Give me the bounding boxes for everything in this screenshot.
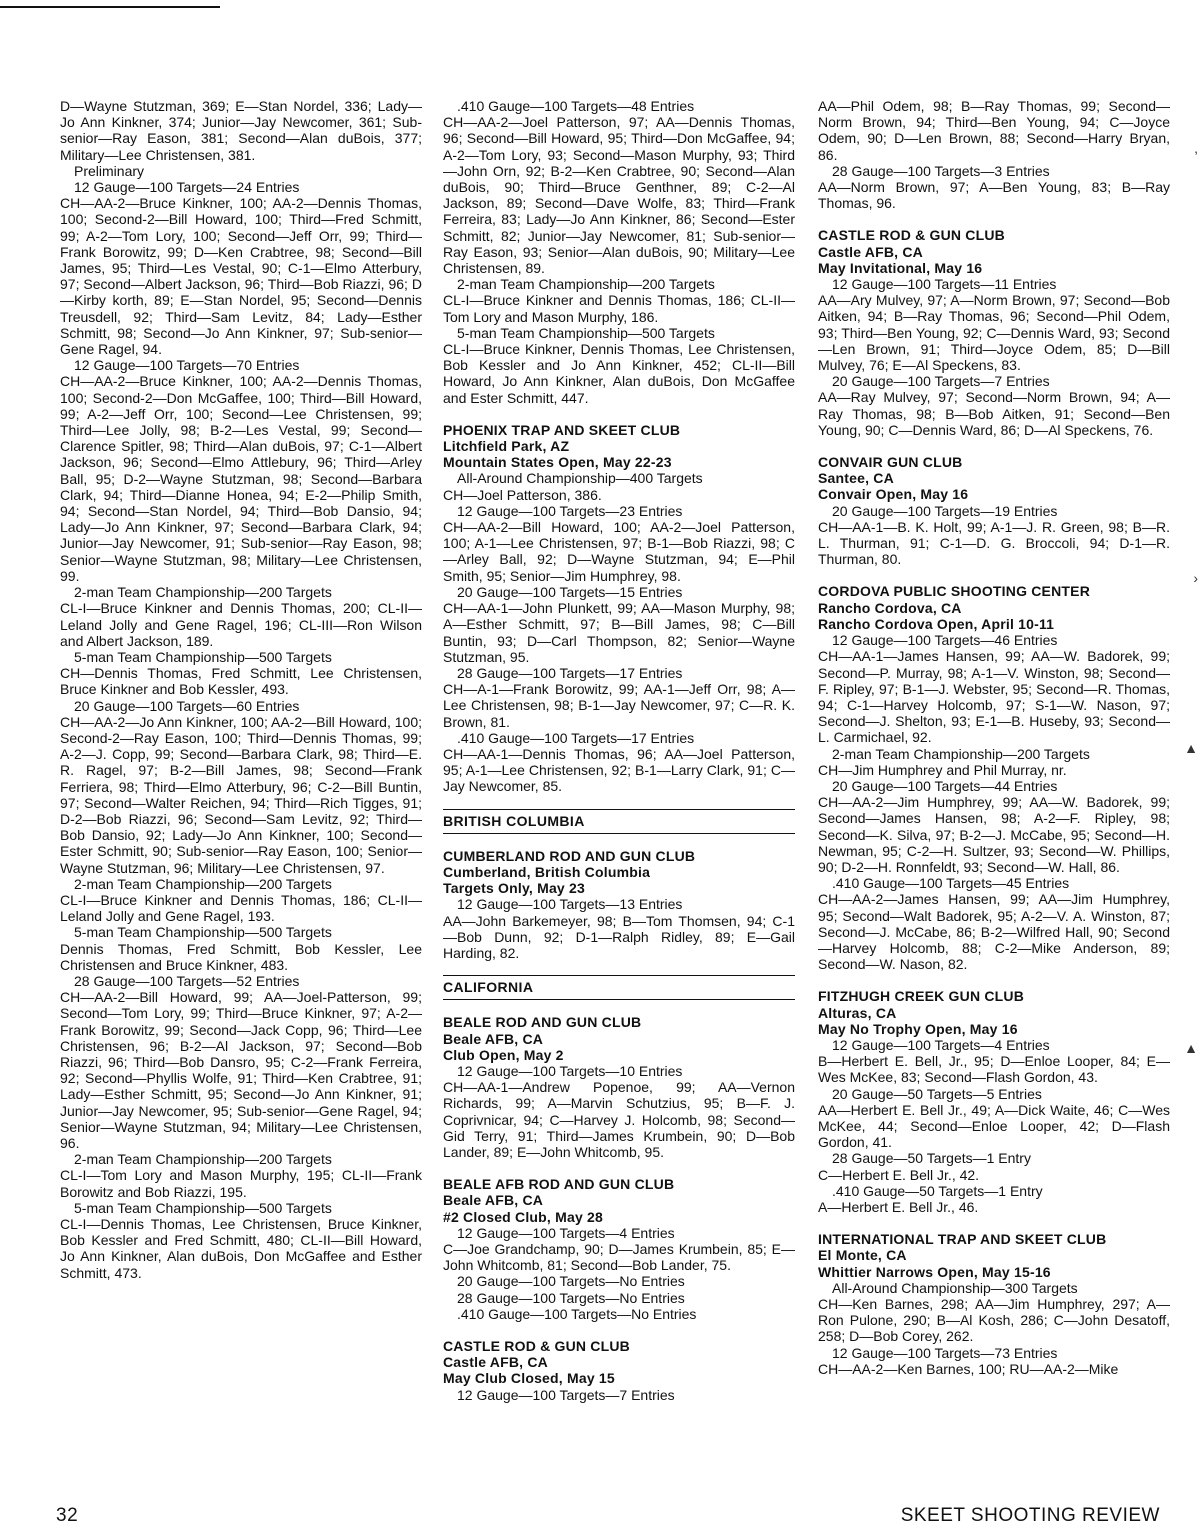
result-paragraph: CH—AA-2—Bill Howard, 99; AA—Joel-Patterson, 99; Second—Tom Lory, 99; Third—Bruce Kinkner, 97; A-2—Frank Borowitz, 99; Second—Jack Copp, 96; Third—Lee Christensen, 96; B-2—Al Jackson, 97; Second—Bob Riazzi, 96; Third—Bob Dansro, 95; C-2—Frank Ferreira, 92; Second—Phyllis Wolfe, 91; Third—Ken Crabtree, 91; Lady—Esther Schmitt, 95; Second—Jo Ann Kinkner, 91; Junior—Jay Newcomer, 95; Sub-senior—Gene Ragel, 94; Senior—Wayne Stutzman, 94; Military—Lee Christensen, 96. (60, 989, 422, 1151)
event-line: 2-man Team Championship—200 Targets (74, 875, 332, 892)
event-line: .410 Gauge—50 Targets—1 Entry (832, 1182, 1043, 1199)
result-paragraph: CH—AA-1—James Hansen, 99; AA—W. Badorek, 99; Second—P. Murray, 98; A-1—V. Winston, 98; Second—F. Ripley, 97; B-1—J. Webster, 95; Second—R. Thomas, 94; C-1—Harvey Holcomb, 97; S-1—W. Nason, 97; Second—J. Shelton, 93; E-1—B. Huseby, 93; Second—L. Carmichael, 92. (818, 648, 1170, 746)
event-line: 12 Gauge—100 Targets—10 Entries (457, 1062, 683, 1079)
result-paragraph: CH—AA-2—Bruce Kinkner, 100; AA-2—Dennis Thomas, 100; Second-2—Don McGaffee, 100; Third—Bill Howard, 99; A-2—Jeff Orr, 100; Second—Lee Christensen, 99; Third—Lee Jolly, 98; B-2—Les Vestal, 99; Second—Clarence Spitler, 98; Third—Alan duBois, 97; C-1—Albert Jackson, 96; Second—Elmo Attlebury, 96; Third—Arley Ball, 95; D-2—Wayne Stutzman, 98; Second—Barbara Clark, 94; Third—Dianne Honea, 94; E-2—Philip Smith, 94; Second—Stan Nordel, 94; Third—Bob Dansio, 94; Lady—Jo Ann Kinkner, 97; Second—Barbara Clark, 94; Junior—Jay Newcomer, 91; Sub-senior—Ray Eason, 98; Senior—Wayne Stutzman, 98; Military—Lee Christensen, 99. (60, 373, 422, 584)
club-heading: Mountain States Open, May 22-23 (443, 454, 672, 471)
club-heading: Litchfield Park, AZ (443, 438, 570, 455)
result-paragraph: A—Herbert E. Bell Jr., 46. (818, 1199, 979, 1215)
result-paragraph: CL-I—Bruce Kinkner and Dennis Thomas, 186; CL-II—Leland Jolly and Gene Ragel, 193. (60, 891, 422, 925)
club-heading: Rancho Cordova, CA (818, 599, 962, 616)
event-line: Preliminary (74, 162, 145, 179)
journal-title: SKEET SHOOTING REVIEW (900, 1505, 1160, 1526)
event-line: 2-man Team Championship—200 Targets (74, 1151, 332, 1168)
club-heading: INTERNATIONAL TRAP AND SKEET CLUB (818, 1231, 1107, 1248)
club-heading: #2 Closed Club, May 28 (443, 1208, 604, 1225)
margin-mark: , (1194, 140, 1198, 156)
result-paragraph: AA—Phil Odem, 98; B—Ray Thomas, 99; Second—Norm Brown, 94; Third—Ben Young, 94; C—Joyce Odem, 90; D—Len Brown, 88; Second—Harry Bryan, 86. (818, 98, 1170, 163)
result-paragraph: CH—AA-2—James Hansen, 99; AA—Jim Humphrey, 95; Second—Walt Badorek, 95; A-2—V. A. Winston, 87; Second—J. McCabe, 86; B-2—Wilfred Hall, 90; Second—Harvey Holcomb, 88; C-2—Mike Anderson, 89; Second—W. Nason, 82. (818, 891, 1170, 973)
club-heading: Convair Open, May 16 (818, 486, 969, 503)
top-rule (0, 0, 220, 8)
result-paragraph: AA—Norm Brown, 97; A—Ben Young, 83; B—Ray Thomas, 96. (818, 179, 1170, 212)
result-paragraph: D—Wayne Stutzman, 369; E—Stan Nordel, 336; Lady—Jo Ann Kinkner, 374; Junior—Jay Newcomer, 361; Sub-senior—Ray Eason, 381; Second—Alan duBois, 377; Military—Lee Christensen, 381. (60, 98, 422, 163)
event-line: .410 Gauge—100 Targets—48 Entries (457, 98, 695, 114)
event-line: 28 Gauge—100 Targets—No Entries (457, 1289, 685, 1306)
event-line: 12 Gauge—100 Targets—73 Entries (832, 1344, 1058, 1361)
event-line: 5-man Team Championship—500 Targets (74, 648, 332, 665)
result-paragraph: CH—AA-2—Bill Howard, 100; AA-2—Joel Patterson, 100; A-1—Lee Christensen, 97; B-1—Bob Riazzi, 98; C—Arley Ball, 92; D—Wayne Stutzman, 94; E—Phil Smith, 95; Senior—Jim Humphrey, 98. (443, 519, 795, 584)
result-paragraph: CH—AA-1—Dennis Thomas, 96; AA—Joel Patterson, 95; A-1—Lee Christensen, 92; B-1—Larry Clark, 91; C—Jay Newcomer, 85. (443, 745, 795, 795)
result-paragraph: CH—Jim Humphrey and Phil Murray, nr. (818, 761, 1067, 778)
club-heading: Castle AFB, CA (443, 1354, 548, 1371)
event-line: .410 Gauge—100 Targets—No Entries (457, 1305, 697, 1322)
event-line: 12 Gauge—100 Targets—7 Entries (457, 1386, 675, 1403)
club-heading: BEALE ROD AND GUN CLUB (443, 1014, 642, 1031)
event-line: 12 Gauge—100 Targets—70 Entries (74, 357, 300, 374)
result-paragraph: CH—AA-2—Joel Patterson, 97; AA—Dennis Thomas, 96; Second—Bill Howard, 95; Third—Don McGaffee, 94; A-2—Tom Lory, 93; Second—Mason Murphy, 93; Third—John Orn, 92; B-2—Ken Crabtree, 90; Second—Alan duBois, 90; Third—Bruce Genthner, 89; C-2—Al Jackson, 89; Second—Dave Wolfe, 83; Third—Frank Ferreira, 83; Lady—Jo Ann Kinkner, 86; Second—Ester Schmitt, 82; Junior—Jay Newcomer, 81; Sub-senior—Ray Eason, 93; Senior—Alan duBois, 90; Military—Lee Christensen, 89. (443, 114, 795, 277)
event-line: 28 Gauge—100 Targets—52 Entries (74, 972, 300, 989)
result-paragraph: CH—AA-2—Ken Barnes, 100; RU—AA-2—Mike (818, 1360, 1119, 1377)
club-heading: BEALE AFB ROD AND GUN CLUB (443, 1176, 675, 1193)
club-heading: FITZHUGH CREEK GUN CLUB (818, 988, 1025, 1005)
event-line: .410 Gauge—100 Targets—45 Entries (832, 875, 1070, 892)
club-heading: Santee, CA (818, 470, 894, 487)
club-heading: Rancho Cordova Open, April 10-11 (818, 615, 1055, 632)
result-paragraph: AA—Ray Mulvey, 97; Second—Norm Brown, 94; A—Ray Thomas, 98; B—Bob Aitken, 91; Second—Ben Young, 90; C—Dennis Ward, 86; D—Al Speckens, 76. (818, 389, 1170, 438)
result-paragraph: CH—AA-2—Jim Humphrey, 99; AA—W. Badorek, 99; Second—James Hansen, 98; A-2—F. Ripley, 98; Second—K. Silva, 97; B-2—J. McCabe, 95; Second—H. Newman, 95; C-2—H. Sultzer, 93; Second—W. Phillips, 90; D-2—H. Ronnfeldt, 93; Second—W. Hall, 86. (818, 794, 1170, 875)
result-paragraph: C—Herbert E. Bell Jr., 42. (818, 1166, 980, 1183)
club-heading: CORDOVA PUBLIC SHOOTING CENTER (818, 583, 1091, 600)
result-paragraph: CH—AA-2—Bruce Kinkner, 100; AA-2—Dennis Thomas, 100; Second-2—Bill Howard, 100; Third—Fred Schmitt, 99; A-2—Tom Lory, 100; Second—Jeff Orr, 99; Third—Frank Borowitz, 99; D—Ken Crabtree, 98; Second—Bill James, 95; Third—Les Vestal, 90; C-1—Elmo Atterbury, 97; Second—Albert Jackson, 96; Third—Bob Riazzi, 96; D—Kirby korth, 89; E—Stan Nordel, 95; Second—Dennis Treusdell, 92; Third—Sam Levitz, 84; Lady—Esther Schmitt, 98; Second—Jo Ann Kinkner, 97; Sub-senior—Gene Ragel, 94. (60, 195, 422, 358)
result-paragraph: CH—A-1—Frank Borowitz, 99; AA-1—Jeff Orr, 98; A—Lee Christensen, 98; B-1—Jay Newcomer, 97; C—R. K. Brown, 81. (443, 681, 795, 730)
club-heading: CUMBERLAND ROD AND GUN CLUB (443, 847, 696, 864)
event-line: 20 Gauge—100 Targets—19 Entries (832, 502, 1058, 519)
result-paragraph: Dennis Thomas, Fred Schmitt, Bob Kessler, Lee Christensen and Bruce Kinkner, 483. (60, 940, 422, 973)
club-heading: El Monte, CA (818, 1247, 907, 1264)
event-line: 2-man Team Championship—200 Targets (74, 584, 332, 601)
event-line: 20 Gauge—50 Targets—5 Entries (832, 1085, 1042, 1102)
club-heading: Whittier Narrows Open, May 15-16 (818, 1263, 1051, 1280)
event-line: 28 Gauge—50 Targets—1 Entry (832, 1150, 1031, 1167)
margin-mark: › (1193, 570, 1198, 586)
club-heading: May Invitational, May 16 (818, 259, 983, 276)
event-line: 5-man Team Championship—500 Targets (74, 1199, 332, 1216)
result-paragraph: CH—Dennis Thomas, Fred Schmitt, Lee Christensen, Bruce Kinkner and Bob Kessler, 493. (60, 665, 422, 698)
club-heading: PHOENIX TRAP AND SKEET CLUB (443, 421, 681, 438)
event-line: 20 Gauge—100 Targets—60 Entries (74, 697, 300, 714)
page-number: 32 (56, 1505, 79, 1526)
event-line: 20 Gauge—100 Targets—15 Entries (457, 583, 683, 600)
club-heading: Alturas, CA (818, 1004, 897, 1021)
event-line: 12 Gauge—100 Targets—13 Entries (457, 896, 683, 913)
column-1 (60, 98, 422, 1281)
column-2 (443, 98, 795, 1403)
event-line: 20 Gauge—100 Targets—No Entries (457, 1273, 685, 1290)
event-line: 20 Gauge—100 Targets—44 Entries (832, 777, 1058, 794)
margin-mark: ▲ (1184, 740, 1198, 756)
club-heading: CONVAIR GUN CLUB (818, 454, 963, 471)
event-line: .410 Gauge—100 Targets—17 Entries (457, 729, 695, 746)
result-paragraph: CL-I—Bruce Kinkner, Dennis Thomas, Lee Christensen, Bob Kessler and Jo Ann Kinkner, 452; CL-II—Bill Howard, Jo Ann Kinkner, Alan duBois, Don McGaffee and Ester Schmitt, 447. (443, 341, 795, 406)
result-paragraph: CL-I—Bruce Kinkner and Dennis Thomas, 200; CL-II—Leland Jolly and Gene Ragel, 196; CL-III—Ron Wilson and Albert Jackson, 189. (60, 600, 422, 649)
event-line: 12 Gauge—100 Targets—23 Entries (457, 502, 683, 519)
club-heading: Beale AFB, CA (443, 1030, 544, 1047)
event-line: 12 Gauge—100 Targets—4 Entries (457, 1224, 675, 1241)
club-heading: Cumberland, British Columbia (443, 863, 651, 880)
section-heading: BRITISH COLUMBIA (443, 809, 795, 834)
club-heading: Beale AFB, CA (443, 1192, 544, 1209)
event-line: 20 Gauge—100 Targets—7 Entries (832, 373, 1050, 390)
event-line: 2-man Team Championship—200 Targets (457, 276, 715, 293)
result-paragraph: CH—AA-1—B. K. Holt, 99; A-1—J. R. Green, 98; B—R. L. Thurman, 91; C-1—D. G. Broccoli, 94; D-1—R. Thurman, 80. (818, 518, 1170, 568)
margin-mark: ▲ (1184, 1040, 1198, 1056)
club-heading: May Club Closed, May 15 (443, 1370, 615, 1387)
result-paragraph: CH—AA-2—Jo Ann Kinkner, 100; AA-2—Bill Howard, 100; Second-2—Ray Eason, 100; Third—Dennis Thomas, 99; A-2—J. Copp, 99; Second—Barbara Clark, 98; Third—E. R. Ragel, 97; B-2—Bill James, 98; Second—Frank Ferriera, 98; Third—Elmo Atterbury, 96; C-2—Bill Buntin, 97; Second—Walter Reichen, 94; Third—Rich Tigges, 91; D-2—Bob Riazzi, 96; Second—Sam Levitz, 92; Third—Bob Dansio, 92; Lady—Jo Ann Kinkner, 100; Second—Ester Schmitt, 90; Sub-senior—Ray Eason, 100; Senior—Wayne Stutzman, 96; Military—Lee Christensen, 97. (60, 713, 422, 876)
result-paragraph: CH—Joel Patterson, 386. (443, 486, 602, 503)
result-paragraph: AA—Ary Mulvey, 97; A—Norm Brown, 97; Second—Bob Aitken, 94; B—Ray Thomas, 96; Second—Phil Odem, 93; Third—Ben Young, 92; C—Dennis Ward, 93; Second—Len Brown, 91; Third—Joyce Odem, 85; D—Bill Mulvey, 76; E—Al Speckens, 83. (818, 292, 1170, 374)
column-3 (818, 98, 1170, 1377)
result-paragraph: CL-I—Bruce Kinkner and Dennis Thomas, 186; CL-II—Tom Lory and Mason Murphy, 186. (443, 292, 795, 325)
club-heading: Club Open, May 2 (443, 1046, 564, 1063)
result-paragraph: CL-I—Dennis Thomas, Lee Christensen, Bruce Kinkner, Bob Kessler and Fred Schmitt, 480; CL-II—Bill Howard, Jo Ann Kinkner, Alan duBois, Don McGaffee and Esther Schmitt, 473. (60, 1216, 422, 1281)
result-paragraph: CH—AA-1—John Plunkett, 99; AA—Mason Murphy, 98; A—Esther Schmitt, 97; B—Bill James, 98; C—Bill Buntin, 93; D—Carl Thompson, 82; Senior—Wayne Stutzman, 95. (443, 600, 795, 665)
event-line: 12 Gauge—100 Targets—11 Entries (832, 276, 1057, 293)
result-paragraph: B—Herbert E. Bell, Jr., 95; D—Enloe Looper, 84; E—Wes McKee, 83; Second—Flash Gordon, 43. (818, 1053, 1170, 1086)
event-line: 5-man Team Championship—500 Targets (457, 324, 715, 341)
event-line: All-Around Championship—300 Targets (832, 1279, 1078, 1296)
club-heading: May No Trophy Open, May 16 (818, 1020, 1018, 1037)
result-paragraph: AA—John Barkemeyer, 98; B—Tom Thomsen, 94; C-1—Bob Dunn, 92; D-1—Ralph Ridley, 89; E—Gail Harding, 82. (443, 912, 795, 961)
result-paragraph: C—Joe Grandchamp, 90; D—James Krumbein, 85; E—John Whitcomb, 81; Second—Bob Lander, 75. (443, 1241, 795, 1274)
event-line: 5-man Team Championship—500 Targets (74, 924, 332, 941)
event-line: 12 Gauge—100 Targets—4 Entries (832, 1036, 1050, 1053)
event-line: 12 Gauge—100 Targets—46 Entries (832, 632, 1058, 649)
club-heading: Castle AFB, CA (818, 243, 923, 260)
event-line: 12 Gauge—100 Targets—24 Entries (74, 179, 300, 196)
event-line: 28 Gauge—100 Targets—17 Entries (457, 664, 683, 681)
section-heading: CALIFORNIA (443, 975, 795, 1000)
club-heading: Targets Only, May 23 (443, 880, 585, 897)
club-heading: CASTLE ROD & GUN CLUB (818, 227, 1005, 244)
result-paragraph: CH—AA-1—Andrew Popenoe, 99; AA—Vernon Richards, 99; A—Marvin Schutzius, 95; B—F. J. Coprivnicar, 94; C—Harvey J. Holcomb, 98; Second—Gid Terry, 91; Third—James Krumbein, 90; D—Bob Lander, 89; E—John Whitcomb, 95. (443, 1079, 795, 1160)
result-paragraph: CL-I—Tom Lory and Mason Murphy, 195; CL-II—Frank Borowitz and Bob Riazzi, 195. (60, 1167, 422, 1200)
result-paragraph: AA—Herbert E. Bell Jr., 49; A—Dick Waite, 46; C—Wes McKee, 44; Second—Enloe Looper, 42; D—Flash Gordon, 41. (818, 1101, 1170, 1151)
event-line: All-Around Championship—400 Targets (457, 470, 703, 487)
club-heading: CASTLE ROD & GUN CLUB (443, 1338, 630, 1355)
result-paragraph: CH—Ken Barnes, 298; AA—Jim Humphrey, 297; A—Ron Pulone, 290; B—Al Kosh, 286; C—John Desatoff, 258; D—Bob Corey, 262. (818, 1296, 1170, 1345)
event-line: 28 Gauge—100 Targets—3 Entries (832, 162, 1050, 179)
event-line: 2-man Team Championship—200 Targets (832, 745, 1090, 762)
